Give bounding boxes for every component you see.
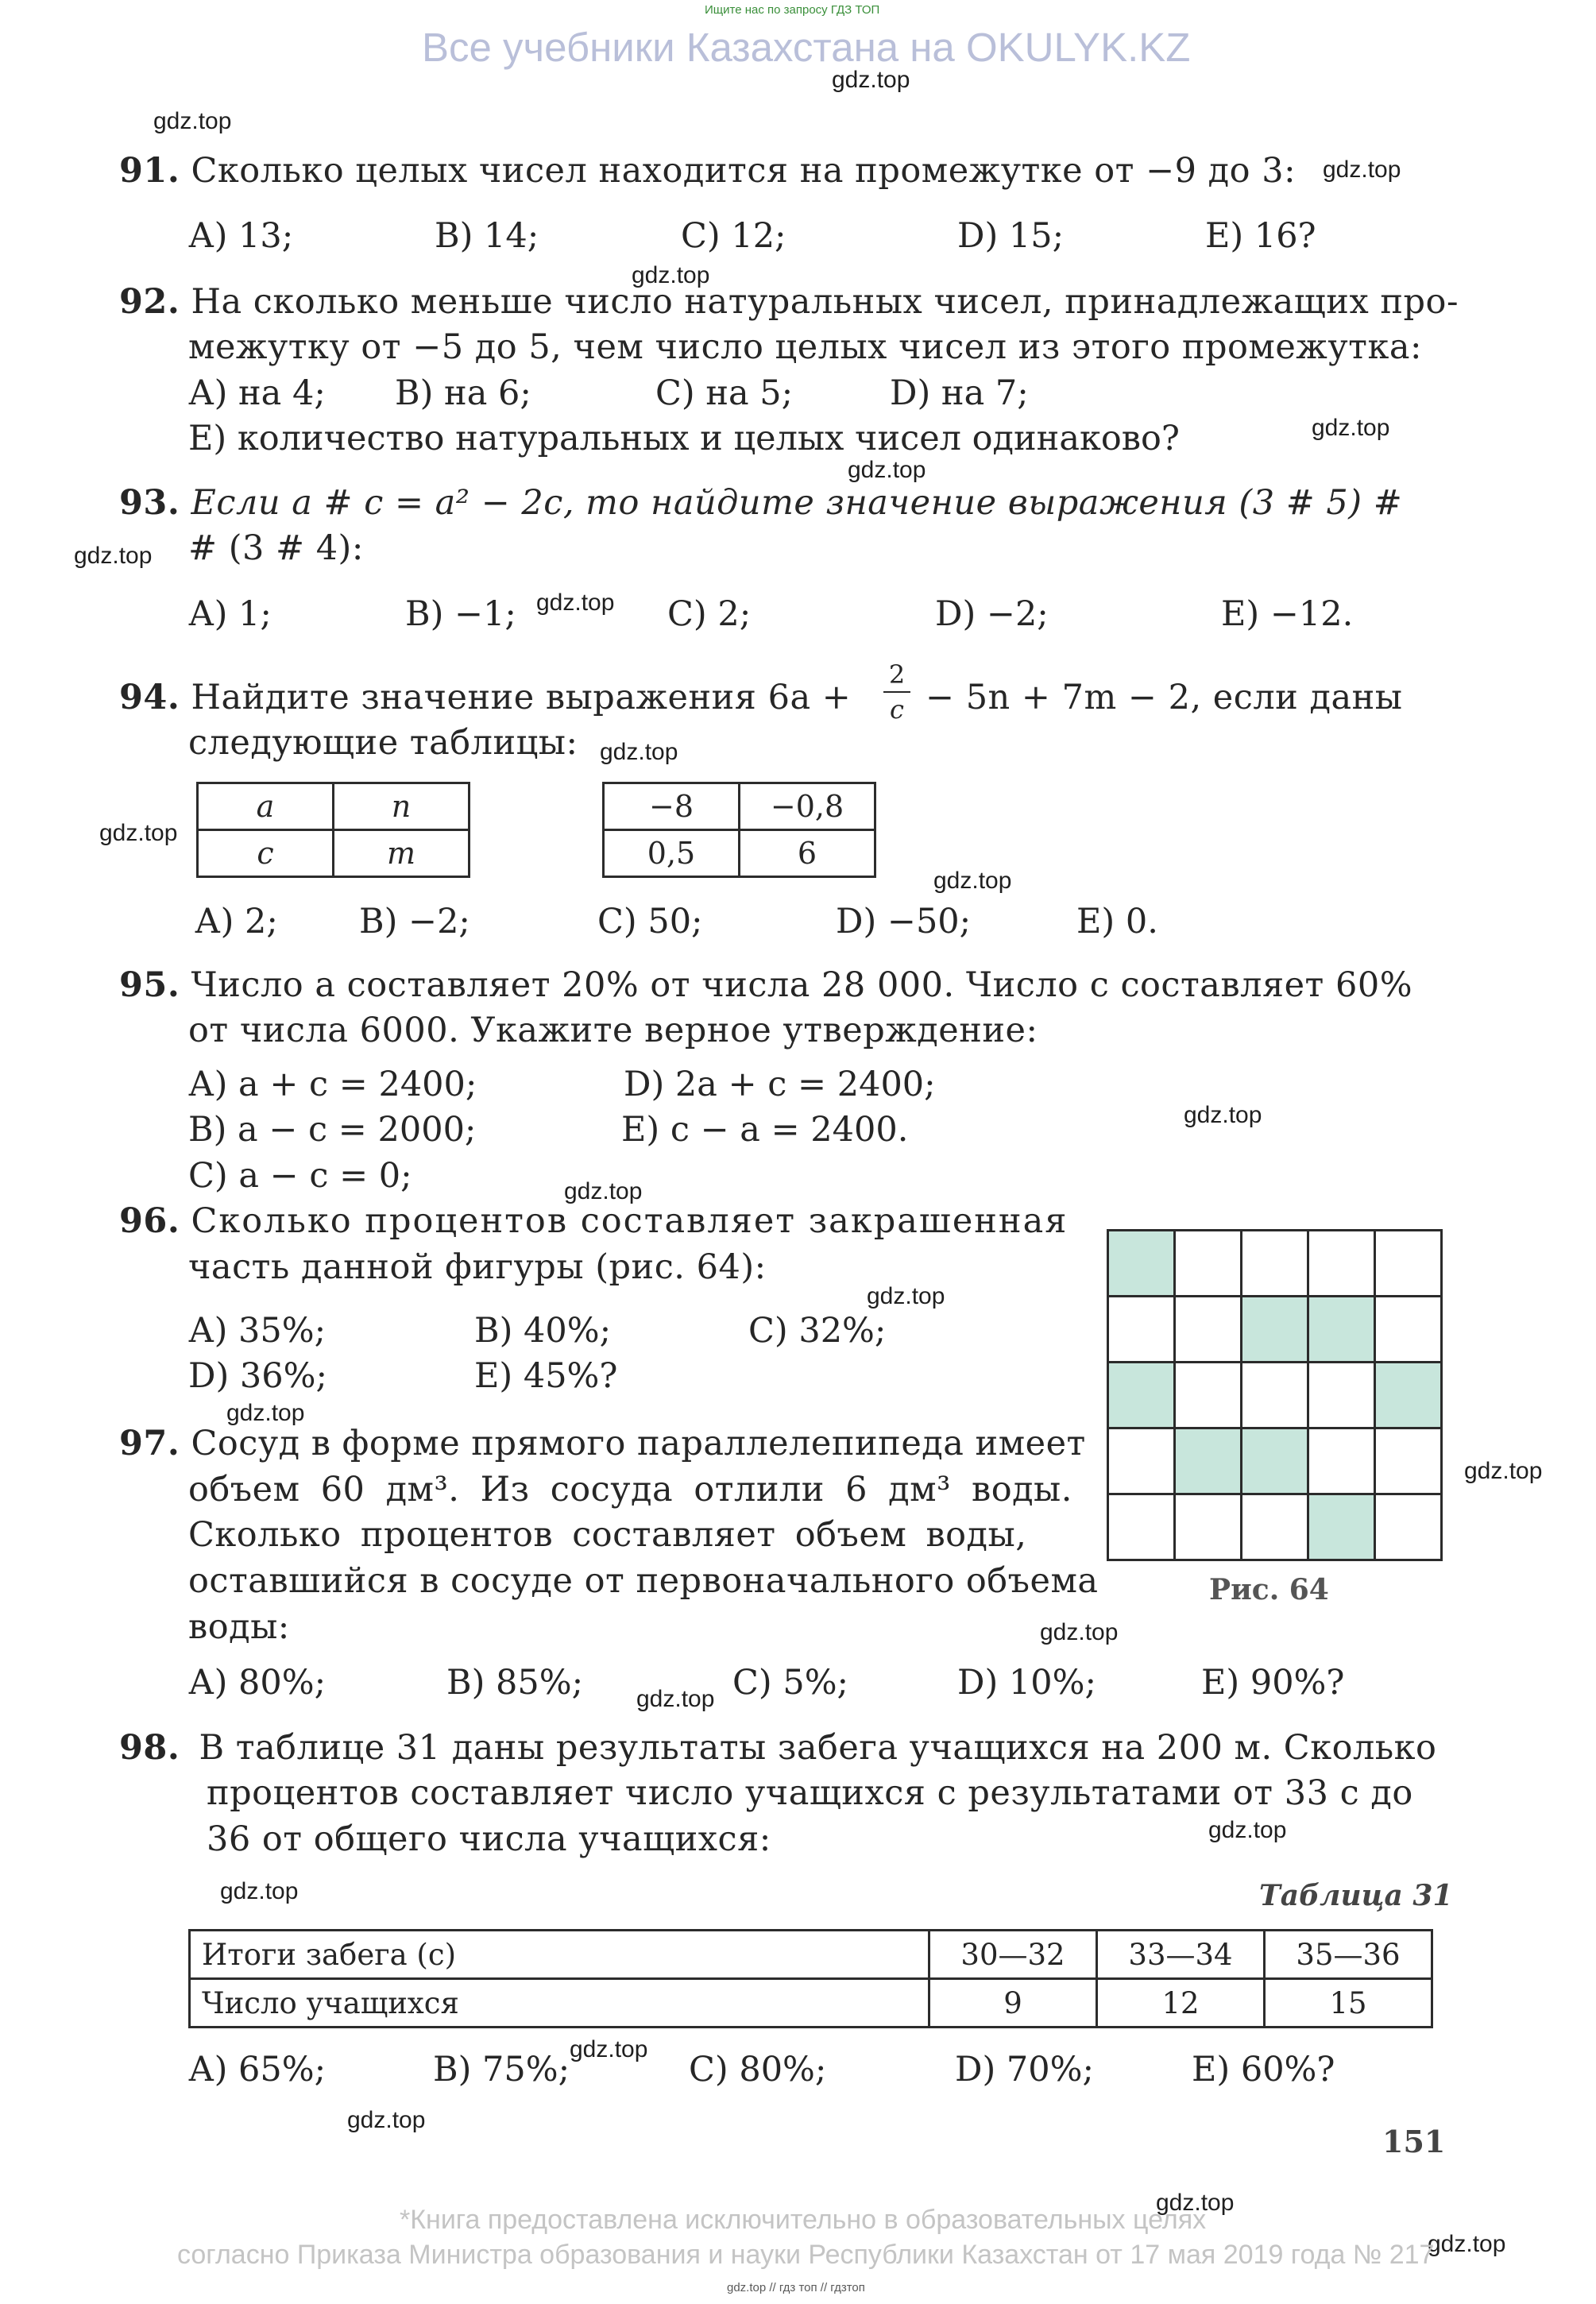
fraction-denominator: c <box>890 694 904 725</box>
figure-cell <box>1308 1428 1375 1494</box>
watermark: gdz.top <box>636 1686 715 1712</box>
answer-option: B) 85%; <box>446 1663 584 1703</box>
answer-option: B) 75%; <box>433 2050 570 2089</box>
problem-text: Сколько целых чисел находится на промежутке от −9 до 3: <box>191 151 1297 191</box>
watermark: gdz.top <box>564 1178 643 1204</box>
problem-93-statement <box>119 483 1402 523</box>
problem-96-statement <box>119 1201 1068 1241</box>
answer-option: C) 50; <box>597 902 703 941</box>
problem-97-statement <box>119 1424 1086 1463</box>
watermark: gdz.top <box>1464 1458 1543 1484</box>
answer-option: А) 80%; <box>188 1663 327 1703</box>
answer-option: E) количество натуральных и целых чисел одинаково? <box>188 419 1180 458</box>
table-cell: 9 <box>929 1979 1097 2028</box>
figure-row <box>1108 1494 1442 1560</box>
figure-cell-shaded <box>1242 1297 1308 1363</box>
table-cell: a <box>198 783 334 830</box>
problem-text: Число a составляет 20% от числа 28 000. Число c составляет 60% <box>191 965 1413 1005</box>
problem-text: Если a # c = a² − 2c, то найдите значение выражения (3 # 5) # <box>191 483 1403 523</box>
fraction-bar <box>883 691 910 693</box>
figure-cell-shaded <box>1108 1231 1175 1297</box>
problem-text: Найдите значение выражения 6a + <box>191 678 852 717</box>
answer-option: D) −2; <box>935 594 1049 634</box>
figure-row <box>1108 1231 1442 1297</box>
problem-text: процентов составляет число учащихся с результатами от 33 с до <box>207 1773 1413 1813</box>
top-search-note: Ищите нас по запросу ГДЗ ТОП <box>705 3 880 17</box>
figure-row <box>1108 1297 1442 1363</box>
table-cell: 15 <box>1265 1979 1432 2028</box>
figure-cell <box>1308 1363 1375 1428</box>
watermark: gdz.top <box>536 590 615 616</box>
figure-cell <box>1175 1494 1242 1560</box>
answer-option: D) 36%; <box>188 1356 327 1396</box>
watermark: gdz.top <box>1323 157 1401 183</box>
problem-95-statement <box>119 965 1412 1005</box>
answer-option: D) −50; <box>836 902 972 941</box>
problem-number: 95. <box>119 965 180 1005</box>
problem-number: 92. <box>119 282 180 322</box>
problem-text: − 5n + 7m − 2, если даны <box>926 678 1403 717</box>
answer-option: B) a − c = 2000; <box>188 1110 477 1150</box>
watermark: gdz.top <box>933 868 1012 894</box>
figure-cell <box>1175 1297 1242 1363</box>
problem-text: межутку от −5 до 5, чем число целых чисел из этого промежутка: <box>188 327 1422 367</box>
table-row <box>190 1931 1432 1979</box>
problem-text: В таблице 31 даны результаты забега учащихся на 200 м. Сколько <box>199 1728 1437 1768</box>
problem-text: Сколько процентов составляет объем воды, <box>188 1515 1027 1555</box>
figure-cell <box>1242 1363 1308 1428</box>
table-header-cell: 30—32 <box>929 1931 1097 1979</box>
problem-91-statement <box>119 151 1296 191</box>
problem-text: от числа 6000. Укажите верное утверждение: <box>188 1011 1038 1050</box>
answer-option: C) a − c = 0; <box>188 1156 412 1196</box>
table-cell: c <box>198 830 334 877</box>
answer-option: E) 45%? <box>474 1356 618 1396</box>
figure-cell <box>1175 1231 1242 1297</box>
answer-option: C) 12; <box>681 216 786 256</box>
page-number: 151 <box>1382 2124 1446 2159</box>
watermark: gdz.top <box>1040 1619 1119 1645</box>
table-cell: −0,8 <box>740 783 875 830</box>
watermark: gdz.top <box>1184 1102 1262 1128</box>
problem-text: оставшийся в сосуде от первоначального объема <box>188 1561 1099 1601</box>
figure-row <box>1108 1428 1442 1494</box>
answer-option: E) 0. <box>1076 902 1158 941</box>
table-cell: −8 <box>604 783 740 830</box>
table-header-cell: Итоги забега (с) <box>190 1931 929 1979</box>
figure-cell <box>1175 1363 1242 1428</box>
table-cell: Число учащихся <box>190 1979 929 2028</box>
answer-option: А) 35%; <box>188 1311 327 1351</box>
watermark: gdz.top <box>1312 415 1390 441</box>
answer-option: А) a + c = 2400; <box>188 1065 477 1104</box>
answer-option: C) 2; <box>667 594 752 634</box>
answer-option: B) 14; <box>435 216 539 256</box>
problem-text: следующие таблицы: <box>188 723 578 763</box>
watermark: gdz.top <box>220 1878 299 1904</box>
figure-64-grid <box>1107 1229 1443 1561</box>
values-table <box>602 782 876 878</box>
problem-text: воды: <box>188 1607 290 1647</box>
problem-number: 97. <box>119 1424 180 1463</box>
answer-option: B) на 6; <box>395 373 531 413</box>
figure-cell <box>1242 1231 1308 1297</box>
problem-number: 91. <box>119 151 180 191</box>
answer-option: А) на 4; <box>188 373 326 413</box>
table-row <box>190 1979 1432 2028</box>
table-cell: 6 <box>740 830 875 877</box>
answer-option: D) на 7; <box>890 373 1029 413</box>
footer-disclaimer-line2: согласно Приказа Министра образования и науки Республики Казахстан от 17 мая 2019 года № 217 <box>177 2240 1435 2270</box>
answer-option: C) 32%; <box>748 1311 887 1351</box>
figure-cell <box>1375 1297 1442 1363</box>
variables-table <box>196 782 470 878</box>
problem-text: объем 60 дм³. Из сосуда отлили 6 дм³ воды. <box>188 1470 1072 1510</box>
watermark: gdz.top <box>600 739 678 765</box>
answer-option: B) 40%; <box>474 1311 612 1351</box>
figure-caption: Рис. 64 <box>1209 1573 1329 1606</box>
figure-cell-shaded <box>1375 1363 1442 1428</box>
watermark: gdz.top <box>347 2107 426 2133</box>
answer-option: А) 13; <box>188 216 294 256</box>
figure-cell-shaded <box>1308 1494 1375 1560</box>
answer-option: E) 90%? <box>1201 1663 1345 1703</box>
table-cell: 0,5 <box>604 830 740 877</box>
figure-cell <box>1375 1231 1442 1297</box>
watermark: gdz.top <box>74 543 153 569</box>
table-cell: m <box>334 830 470 877</box>
problem-text: Сосуд в форме прямого параллелепипеда имеет <box>191 1424 1086 1463</box>
footer-disclaimer-line1: *Книга предоставлена исключительно в образовательных целях <box>400 2205 1207 2235</box>
problem-text: На сколько меньше число натуральных чисел, принадлежащих про- <box>191 282 1459 322</box>
figure-cell <box>1375 1494 1442 1560</box>
table-header-cell: 33—34 <box>1097 1931 1265 1979</box>
problem-98-statement <box>119 1728 1436 1768</box>
answer-option: D) 10%; <box>957 1663 1096 1703</box>
watermark: gdz.top <box>570 2036 648 2062</box>
problem-number: 98. <box>119 1728 180 1768</box>
answer-option: А) 65%; <box>188 2050 327 2089</box>
table-header-cell: 35—36 <box>1265 1931 1432 1979</box>
answer-option: D) 2a + c = 2400; <box>624 1065 936 1104</box>
answer-option: C) на 5; <box>655 373 794 413</box>
problem-text: часть данной фигуры (рис. 64): <box>188 1247 767 1287</box>
figure-cell <box>1108 1297 1175 1363</box>
problem-text: Сколько процентов составляет закрашенная <box>191 1201 1069 1241</box>
answer-option: А) 1; <box>188 594 272 634</box>
watermark: gdz.top <box>153 108 232 134</box>
problem-number: 93. <box>119 483 180 523</box>
figure-row <box>1108 1363 1442 1428</box>
figure-cell <box>1108 1494 1175 1560</box>
watermark: gdz.top <box>1156 2190 1235 2216</box>
fraction <box>883 659 910 725</box>
answer-option: C) 80%; <box>689 2050 827 2089</box>
table-cell: 12 <box>1097 1979 1265 2028</box>
watermark: gdz.top <box>832 67 910 93</box>
race-results-table <box>188 1929 1433 2028</box>
table-cell: n <box>334 783 470 830</box>
problem-94-statement <box>119 678 851 717</box>
problem-number: 96. <box>119 1201 180 1241</box>
problem-text: # (3 # 4): <box>188 528 364 568</box>
site-banner-title[interactable]: Все учебники Казахстана на OKULYK.KZ <box>422 25 1191 70</box>
watermark: gdz.top <box>867 1283 945 1309</box>
watermark: gdz.top <box>1428 2231 1506 2257</box>
figure-cell-shaded <box>1242 1428 1308 1494</box>
table-caption: Таблица 31 <box>1259 1879 1453 1912</box>
problem-92-statement <box>119 282 1459 322</box>
bottom-note: gdz.top // гдз топ // гдзтоп <box>727 2281 865 2294</box>
answer-option: E) 16? <box>1205 216 1316 256</box>
figure-cell <box>1308 1231 1375 1297</box>
watermark: gdz.top <box>226 1400 305 1426</box>
problem-number: 94. <box>119 678 180 717</box>
figure-cell-shaded <box>1108 1363 1175 1428</box>
answer-option: E) −12. <box>1221 594 1354 634</box>
answer-option: D) 15; <box>957 216 1065 256</box>
figure-cell <box>1108 1428 1175 1494</box>
answer-option: E) c − a = 2400. <box>621 1110 909 1150</box>
watermark: gdz.top <box>1208 1817 1287 1843</box>
fraction-numerator: 2 <box>888 659 906 690</box>
watermark: gdz.top <box>99 820 178 846</box>
answer-option: B) −1; <box>405 594 516 634</box>
answer-option: E) 60%? <box>1192 2050 1335 2089</box>
watermark: gdz.top <box>632 262 710 288</box>
watermark: gdz.top <box>848 457 926 483</box>
answer-option: D) 70%; <box>955 2050 1094 2089</box>
answer-option: B) −2; <box>359 902 470 941</box>
problem-text: 36 от общего числа учащихся: <box>207 1819 771 1859</box>
figure-cell-shaded <box>1308 1297 1375 1363</box>
figure-cell <box>1375 1428 1442 1494</box>
figure-cell <box>1242 1494 1308 1560</box>
answer-option: А) 2; <box>195 902 278 941</box>
answer-option: C) 5%; <box>732 1663 849 1703</box>
figure-cell-shaded <box>1175 1428 1242 1494</box>
